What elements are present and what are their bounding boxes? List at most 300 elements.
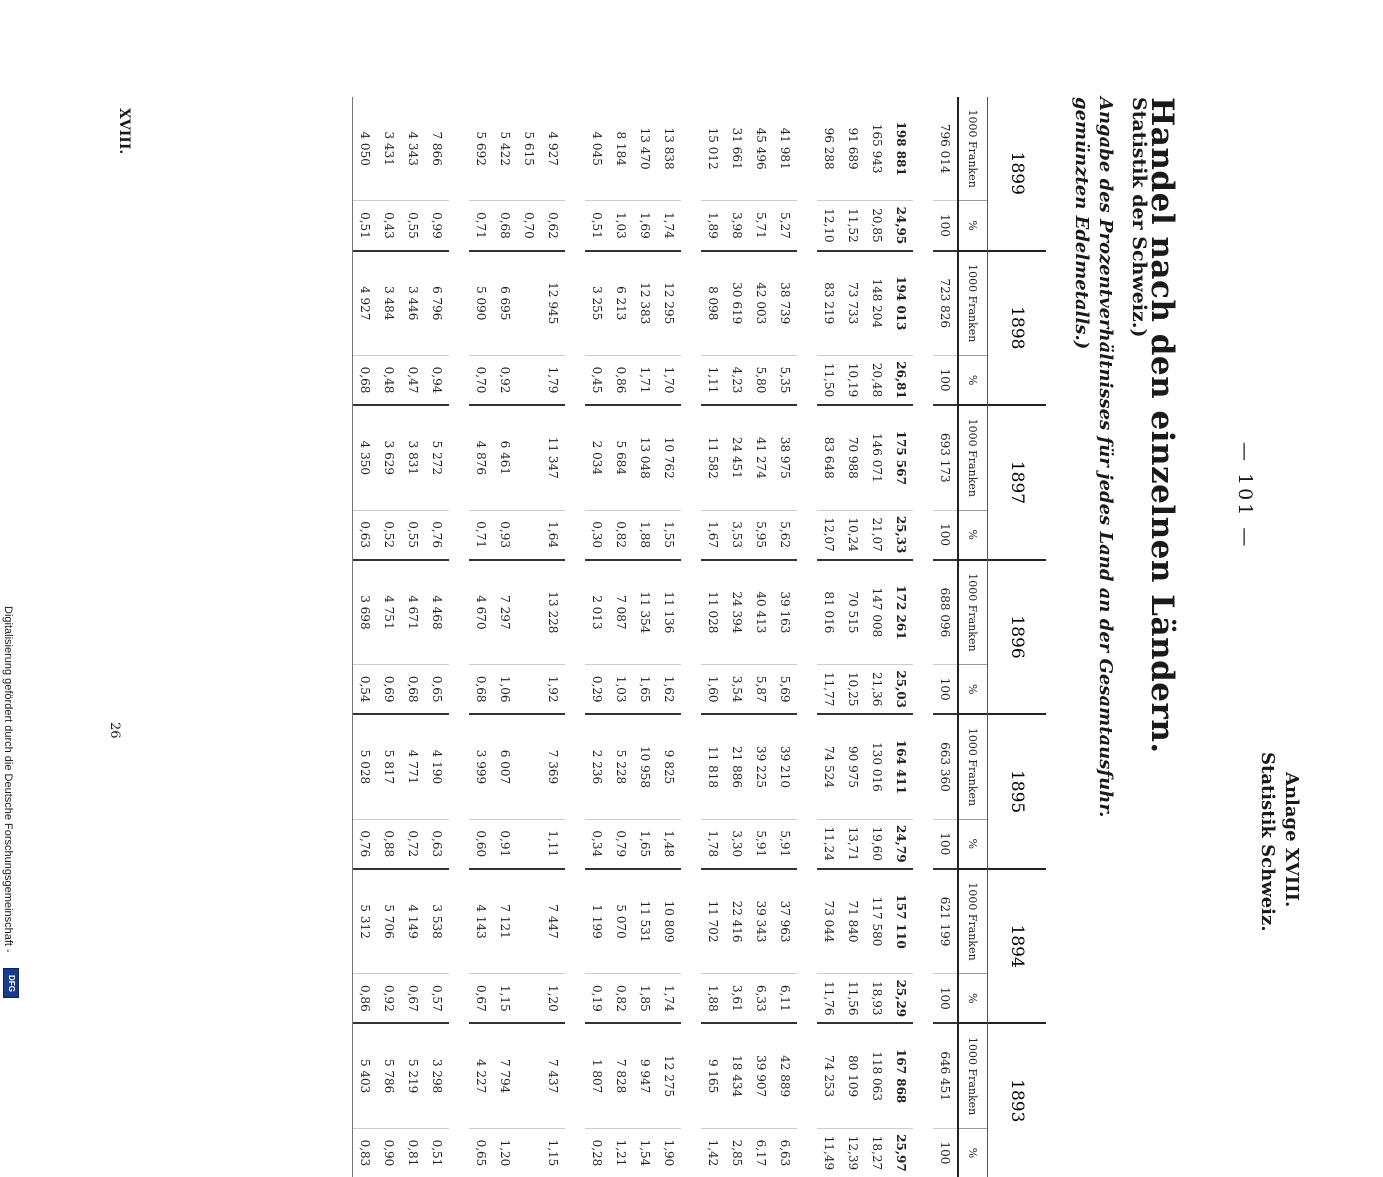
value-cell: 71 840 <box>841 868 865 973</box>
value-cell: 12 945 <box>541 250 565 355</box>
value-cell: 3 538 <box>425 868 449 973</box>
percent-cell: 1,03 <box>609 664 633 713</box>
value-cell: 693 173 <box>933 404 957 509</box>
value-cell: 4 350 <box>353 404 377 509</box>
value-cell: 11 702 <box>701 868 725 973</box>
value-cell: 11 818 <box>701 713 725 818</box>
year-header-1897 <box>988 404 1046 559</box>
value-cell: 13 838 <box>662 127 676 170</box>
value-cell: 3 698 <box>353 559 377 664</box>
value-cell: 90 975 <box>841 713 865 818</box>
percent-cell: 0,47 <box>401 355 425 404</box>
value-cell: 4 143 <box>469 868 493 973</box>
percent-cell: 1,88 <box>633 510 657 559</box>
value-cell: 10 762 <box>657 404 681 509</box>
percent-cell: 11,49 <box>817 1128 841 1177</box>
percent-cell: 1,21 <box>609 1128 633 1177</box>
value-cell: 3 431 <box>382 131 396 166</box>
unit-label-pct: % <box>959 355 987 404</box>
percent-cell: 0,68 <box>401 664 425 713</box>
value-cell: 4 751 <box>377 559 401 664</box>
value-cell: 4 468 <box>425 559 449 664</box>
percent-cell: 0,82 <box>609 510 633 559</box>
percent-cell: 0,43 <box>377 200 401 249</box>
table-row <box>701 97 725 1177</box>
value-cell: 24 451 <box>725 404 749 509</box>
percent-cell: 1,89 <box>701 200 725 249</box>
table-row <box>493 97 517 1177</box>
value-cell: 175 567 <box>889 404 913 509</box>
percent-cell: 0,67 <box>469 973 493 1022</box>
value-cell: 796 014 <box>938 123 952 174</box>
value-cell: 5 817 <box>377 713 401 818</box>
value-cell: 11 136 <box>657 559 681 664</box>
value-cell: 18 434 <box>725 1022 749 1127</box>
percent-cell <box>517 819 541 868</box>
percent-cell <box>517 355 541 404</box>
value-cell: 4 343 <box>406 131 420 166</box>
percent-cell: 10,25 <box>841 664 865 713</box>
percent-cell: 4,23 <box>725 355 749 404</box>
dfg-logo <box>3 968 19 998</box>
percent-cell: 1,88 <box>701 973 725 1022</box>
value-cell: 37 963 <box>773 868 797 973</box>
percent-cell: 25,29 <box>889 973 913 1022</box>
percent-cell: 100 <box>933 510 957 559</box>
value-cell: 1 199 <box>585 868 609 973</box>
table-year-header <box>987 97 1046 1177</box>
value-cell: 39 210 <box>773 713 797 818</box>
value-cell: 7 437 <box>541 1022 565 1127</box>
value-cell: 31 661 <box>730 127 744 170</box>
percent-cell: 3,30 <box>725 819 749 868</box>
percent-cell: 0,57 <box>425 973 449 1022</box>
percent-cell: 11,24 <box>817 819 841 868</box>
percent-cell: 0,29 <box>585 664 609 713</box>
value-cell: 646 451 <box>933 1022 957 1127</box>
value-cell: 5 070 <box>609 868 633 973</box>
percent-cell: 0,68 <box>353 355 377 404</box>
percent-cell: 100 <box>933 1128 957 1177</box>
percent-cell: 0,90 <box>377 1128 401 1177</box>
value-cell: 38 975 <box>773 404 797 509</box>
value-cell: 5 312 <box>353 868 377 973</box>
percent-cell: 0,83 <box>353 1128 377 1177</box>
percent-cell: 5,27 <box>773 200 797 249</box>
table-row <box>773 97 797 1177</box>
percent-cell: 12,07 <box>817 510 841 559</box>
table-body <box>353 97 957 1177</box>
percent-cell: 1,92 <box>541 664 565 713</box>
value-cell: 5 422 <box>498 131 512 166</box>
value-cell: 42 003 <box>749 250 773 355</box>
percent-cell: 1,65 <box>633 664 657 713</box>
value-cell: 7 794 <box>493 1022 517 1127</box>
year-label: 1894 <box>1007 924 1027 968</box>
percent-cell: 0,93 <box>493 510 517 559</box>
percent-cell: 0,70 <box>517 200 541 249</box>
percent-cell: 11,76 <box>817 973 841 1022</box>
value-cell: 21 886 <box>725 713 749 818</box>
percent-cell: 3,98 <box>725 200 749 249</box>
percent-cell: 100 <box>933 973 957 1022</box>
value-cell: 5 692 <box>474 131 488 166</box>
value-cell: 5 706 <box>377 868 401 973</box>
percent-cell: 3,54 <box>725 664 749 713</box>
value-cell: 9 165 <box>701 1022 725 1127</box>
unit-label-abs: 1000 Franken <box>959 868 987 973</box>
value-cell: 83 648 <box>817 404 841 509</box>
percent-cell: 5,95 <box>749 510 773 559</box>
value-cell: 3 298 <box>425 1022 449 1127</box>
percent-cell: 0,94 <box>425 355 449 404</box>
value-cell: 5 228 <box>609 713 633 818</box>
percent-cell: 0,88 <box>377 819 401 868</box>
table-row <box>749 97 773 1177</box>
value-cell: 165 943 <box>870 123 884 174</box>
percent-cell: 1,60 <box>701 664 725 713</box>
value-cell: 74 253 <box>817 1022 841 1127</box>
percent-cell: 0,28 <box>585 1128 609 1177</box>
table-row <box>401 97 425 1177</box>
percent-cell: 1,42 <box>701 1128 725 1177</box>
percent-cell: 1,06 <box>493 664 517 713</box>
percent-cell: 1,11 <box>541 819 565 868</box>
unit-label-abs: 1000 Franken <box>966 109 980 188</box>
value-cell: 6 007 <box>493 713 517 818</box>
row-group-spacer <box>449 97 469 1177</box>
percent-cell: 0,68 <box>493 200 517 249</box>
percent-cell: 18,27 <box>865 1128 889 1177</box>
value-cell: 148 204 <box>865 250 889 355</box>
percent-cell: 0,70 <box>469 355 493 404</box>
value-cell: 4 671 <box>401 559 425 664</box>
percent-cell: 5,71 <box>749 200 773 249</box>
unit-label-abs: 1000 Franken <box>959 404 987 509</box>
percent-cell: 100 <box>933 355 957 404</box>
table-row <box>469 97 493 1177</box>
value-cell: 4 045 <box>590 131 604 166</box>
row-group-spacer <box>913 97 933 1177</box>
value-cell: 3 831 <box>401 404 425 509</box>
percent-cell: 100 <box>933 819 957 868</box>
percent-cell: 0,55 <box>401 200 425 249</box>
percent-cell: 0,51 <box>585 200 609 249</box>
appendix-subject: Statistik Schweiz. <box>1257 752 1278 932</box>
value-cell: 13 048 <box>633 404 657 509</box>
value-cell: 41 274 <box>749 404 773 509</box>
year-header-1896 <box>988 559 1046 714</box>
percent-cell: 0,45 <box>585 355 609 404</box>
value-cell: 1 807 <box>585 1022 609 1127</box>
year-label: 1895 <box>1007 769 1027 814</box>
percent-cell: 1,74 <box>657 200 681 249</box>
percent-cell: 0,68 <box>469 664 493 713</box>
percent-cell: 18,93 <box>865 973 889 1022</box>
percent-cell: 11,52 <box>841 200 865 249</box>
percent-cell: 1,64 <box>541 510 565 559</box>
percent-cell: 0,63 <box>353 510 377 559</box>
percent-cell <box>517 1128 541 1177</box>
percent-cell: 1,71 <box>633 355 657 404</box>
value-cell <box>517 868 541 973</box>
percent-cell: 12,39 <box>841 1128 865 1177</box>
value-cell: 198 881 <box>894 121 908 176</box>
table-description-line-2: gemünzten Edelmetalls.) <box>1071 97 1092 350</box>
trade-statistics-table <box>352 97 1046 1177</box>
value-cell: 22 416 <box>725 868 749 973</box>
value-cell: 11 582 <box>701 404 725 509</box>
value-cell: 83 219 <box>817 250 841 355</box>
percent-cell: 0,82 <box>609 973 633 1022</box>
percent-cell: 1,20 <box>541 973 565 1022</box>
percent-cell: 0,71 <box>469 200 493 249</box>
percent-cell: 1,70 <box>657 355 681 404</box>
value-cell: 6 796 <box>425 250 449 355</box>
table-description-line-1: Angabe des Prozentverhältnisses für jedes Land an der Gesamtausfuhr. <box>1095 97 1116 818</box>
percent-cell: 100 <box>933 200 957 249</box>
percent-cell: 5,62 <box>773 510 797 559</box>
percent-cell: 0,52 <box>377 510 401 559</box>
value-cell: 164 411 <box>889 713 913 818</box>
percent-cell: 0,71 <box>469 510 493 559</box>
percent-cell <box>517 664 541 713</box>
footer-signature: 26 <box>107 722 122 739</box>
percent-cell: 11,77 <box>817 664 841 713</box>
year-header-1898 <box>988 250 1046 405</box>
percent-cell: 5,91 <box>773 819 797 868</box>
table-row <box>377 97 401 1177</box>
value-cell: 194 013 <box>889 250 913 355</box>
percent-cell <box>517 510 541 559</box>
value-cell: 118 063 <box>865 1022 889 1127</box>
value-cell: 70 988 <box>841 404 865 509</box>
percent-cell: 25,33 <box>889 510 913 559</box>
percent-cell: 12,10 <box>817 200 841 249</box>
year-label: 1898 <box>1007 306 1027 350</box>
percent-cell: 19,60 <box>865 819 889 868</box>
unit-label-abs: 1000 Franken <box>959 559 987 664</box>
value-cell: 4 227 <box>469 1022 493 1127</box>
page-subtitle: Statistik der Schweiz.) <box>1128 97 1150 338</box>
value-cell: 4 927 <box>546 131 560 166</box>
table-row <box>865 97 889 1177</box>
value-cell: 11 354 <box>633 559 657 664</box>
value-cell: 6 461 <box>493 404 517 509</box>
percent-cell: 1,74 <box>657 973 681 1022</box>
value-cell: 39 225 <box>749 713 773 818</box>
table-row <box>817 97 841 1177</box>
value-cell: 157 110 <box>889 868 913 973</box>
value-cell: 4 876 <box>469 404 493 509</box>
value-cell: 7 121 <box>493 868 517 973</box>
value-cell: 5 786 <box>377 1022 401 1127</box>
table-row <box>933 97 957 1177</box>
value-cell: 5 615 <box>522 131 536 166</box>
value-cell: 5 403 <box>353 1022 377 1127</box>
value-cell: 3 484 <box>377 250 401 355</box>
page-number: — 101 — <box>1234 442 1256 550</box>
value-cell: 663 360 <box>933 713 957 818</box>
value-cell: 6 213 <box>609 250 633 355</box>
percent-cell: 0,86 <box>609 355 633 404</box>
value-cell: 6 695 <box>493 250 517 355</box>
percent-cell: 0,51 <box>353 200 377 249</box>
percent-cell: 100 <box>933 664 957 713</box>
percent-cell: 0,79 <box>609 819 633 868</box>
table-row <box>725 97 749 1177</box>
value-cell: 9 825 <box>657 713 681 818</box>
value-cell: 73 733 <box>841 250 865 355</box>
percent-cell: 6,11 <box>773 973 797 1022</box>
value-cell <box>517 559 541 664</box>
value-cell: 74 524 <box>817 713 841 818</box>
table-row <box>541 97 565 1177</box>
value-cell: 117 580 <box>865 868 889 973</box>
value-cell: 40 413 <box>749 559 773 664</box>
percent-cell: 0,55 <box>401 510 425 559</box>
table-row <box>517 97 541 1177</box>
row-group-spacer <box>797 97 817 1177</box>
value-cell: 8 098 <box>701 250 725 355</box>
percent-cell: 0,60 <box>469 819 493 868</box>
percent-cell: 0,92 <box>493 355 517 404</box>
percent-cell: 1,85 <box>633 973 657 1022</box>
percent-cell: 0,30 <box>585 510 609 559</box>
value-cell: 24 394 <box>725 559 749 664</box>
year-header-1895 <box>988 713 1046 868</box>
table-row <box>889 97 913 1177</box>
percent-cell: 5,80 <box>749 355 773 404</box>
value-cell: 39 907 <box>749 1022 773 1127</box>
value-cell: 96 288 <box>822 127 836 170</box>
value-cell: 5 028 <box>353 713 377 818</box>
value-cell: 39 163 <box>773 559 797 664</box>
value-cell: 73 044 <box>817 868 841 973</box>
percent-cell: 3,61 <box>725 973 749 1022</box>
percent-cell: 0,72 <box>401 819 425 868</box>
percent-cell: 1,78 <box>701 819 725 868</box>
value-cell: 3 446 <box>401 250 425 355</box>
percent-cell: 20,85 <box>865 200 889 249</box>
digitization-note: Digitalisierung gefördert durch die Deutsche Forschungsgemeinschaft - <box>2 606 14 953</box>
percent-cell: 10,19 <box>841 355 865 404</box>
percent-cell: 0,34 <box>585 819 609 868</box>
footer-roman-numeral: XVIII. <box>116 108 132 155</box>
value-cell: 11 028 <box>701 559 725 664</box>
value-cell: 10 809 <box>657 868 681 973</box>
value-cell <box>517 713 541 818</box>
percent-cell: 1,15 <box>493 973 517 1022</box>
value-cell: 147 008 <box>865 559 889 664</box>
value-cell: 12 383 <box>633 250 657 355</box>
unit-label-pct: % <box>959 819 987 868</box>
unit-label-abs: 1000 Franken <box>959 250 987 355</box>
value-cell <box>517 1022 541 1127</box>
table-row <box>609 97 633 1177</box>
value-cell: 81 016 <box>817 559 841 664</box>
percent-cell: 1,54 <box>633 1128 657 1177</box>
percent-cell: 0,48 <box>377 355 401 404</box>
percent-cell: 11,50 <box>817 355 841 404</box>
unit-label-pct: % <box>959 1128 987 1177</box>
percent-cell: 10,24 <box>841 510 865 559</box>
percent-cell: 21,07 <box>865 510 889 559</box>
value-cell: 5 090 <box>469 250 493 355</box>
percent-cell: 3,53 <box>725 510 749 559</box>
value-cell: 5 684 <box>609 404 633 509</box>
row-group-spacer <box>681 97 701 1177</box>
table-row <box>425 97 449 1177</box>
percent-cell: 0,86 <box>353 973 377 1022</box>
value-cell: 13 470 <box>638 127 652 170</box>
year-label: 1893 <box>1007 1079 1027 1123</box>
percent-cell: 2,85 <box>725 1128 749 1177</box>
value-cell: 3 255 <box>585 250 609 355</box>
row-group-spacer <box>565 97 585 1177</box>
percent-cell: 0,54 <box>353 664 377 713</box>
percent-cell: 6,33 <box>749 973 773 1022</box>
percent-cell: 1,79 <box>541 355 565 404</box>
percent-cell: 24,79 <box>889 819 913 868</box>
value-cell: 70 515 <box>841 559 865 664</box>
value-cell: 4 190 <box>425 713 449 818</box>
percent-cell: 0,92 <box>377 973 401 1022</box>
percent-cell: 1,11 <box>701 355 725 404</box>
value-cell: 9 947 <box>633 1022 657 1127</box>
percent-cell: 0,81 <box>401 1128 425 1177</box>
value-cell: 7 866 <box>430 131 444 166</box>
value-cell: 2 034 <box>585 404 609 509</box>
percent-cell: 1,62 <box>657 664 681 713</box>
unit-label-pct: % <box>959 664 987 713</box>
unit-label-abs: 1000 Franken <box>959 1022 987 1127</box>
value-cell <box>517 404 541 509</box>
table-row <box>353 97 377 1177</box>
percent-cell: 26,81 <box>889 355 913 404</box>
dfg-logo-text: DFG <box>6 974 16 992</box>
percent-cell: 1,55 <box>657 510 681 559</box>
percent-cell: 0,65 <box>425 664 449 713</box>
percent-cell: 24,95 <box>889 200 913 249</box>
percent-cell: 1,03 <box>609 200 633 249</box>
value-cell: 30 619 <box>725 250 749 355</box>
value-cell: 5 272 <box>425 404 449 509</box>
year-header-1899 <box>988 97 1046 250</box>
value-cell: 5 219 <box>401 1022 425 1127</box>
percent-cell: 11,56 <box>841 973 865 1022</box>
percent-cell: 5,91 <box>749 819 773 868</box>
value-cell <box>517 250 541 355</box>
percent-cell: 6,17 <box>749 1128 773 1177</box>
value-cell: 621 199 <box>933 868 957 973</box>
percent-cell: 0,65 <box>469 1128 493 1177</box>
percent-cell: 0,69 <box>377 664 401 713</box>
value-cell: 4 927 <box>353 250 377 355</box>
appendix-label: Anlage XVIII. <box>1281 772 1302 908</box>
value-cell: 4 050 <box>358 131 372 166</box>
percent-cell: 5,87 <box>749 664 773 713</box>
year-label: 1899 <box>1007 151 1027 195</box>
year-header-1894 <box>988 868 1046 1023</box>
percent-cell: 1,69 <box>633 200 657 249</box>
percent-cell: 25,03 <box>889 664 913 713</box>
value-cell: 172 261 <box>889 559 913 664</box>
percent-cell: 6,63 <box>773 1128 797 1177</box>
table-row <box>585 97 609 1177</box>
percent-cell: 0,76 <box>425 510 449 559</box>
value-cell: 12 295 <box>657 250 681 355</box>
